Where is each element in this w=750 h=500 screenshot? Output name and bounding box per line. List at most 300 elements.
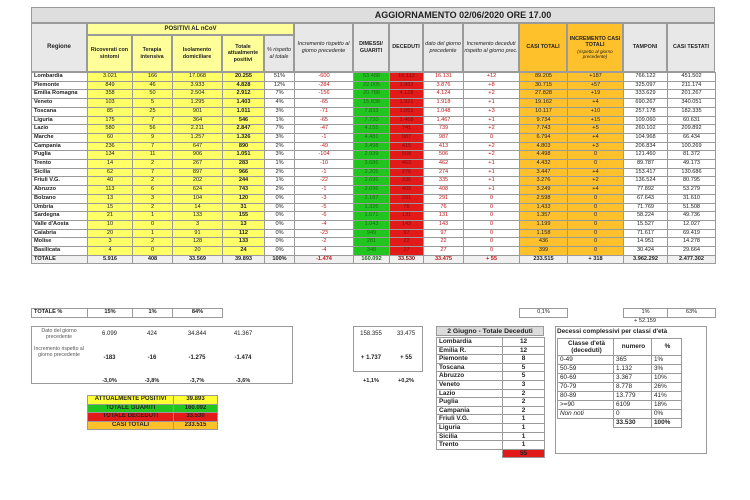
- table-row: [32, 99, 716, 108]
- row-dim: 7.833: [354, 107, 390, 116]
- row-test: 49.173: [668, 160, 716, 169]
- table-row: [32, 194, 716, 203]
- deaths-row: [437, 355, 545, 364]
- row-region: Toscana: [32, 107, 88, 116]
- row-dim: 2.939: [354, 151, 390, 160]
- row-tot: 283: [223, 160, 265, 169]
- row-test: 31.610: [668, 194, 716, 203]
- row-test: 182.335: [668, 107, 716, 116]
- pct-ti: -3,8%: [144, 378, 160, 384]
- totale-dec: 33.530: [390, 255, 424, 264]
- header-regione: Regione: [31, 23, 87, 72]
- row-incdec: 0: [464, 194, 520, 203]
- row-tamp: 260.102: [624, 125, 668, 134]
- row-ric: 13: [88, 194, 133, 203]
- pct-dec: +0,2%: [397, 378, 415, 384]
- row-dec: 143: [390, 220, 424, 229]
- row-perc: 0%: [265, 220, 295, 229]
- row-inc: -2: [295, 238, 354, 247]
- table-row: [32, 238, 716, 247]
- row-casi: 436: [520, 238, 568, 247]
- row-tot: 1.051: [223, 151, 265, 160]
- deaths-row: [437, 441, 545, 450]
- row-casi: 9.734: [520, 116, 568, 125]
- prev-day-label: Dato del giorno precedente: [41, 328, 77, 341]
- row-prec: 987: [424, 133, 464, 142]
- row-tot: 31: [223, 203, 265, 212]
- summary-row: [88, 404, 218, 413]
- row-dec: 741: [390, 125, 424, 134]
- deaths-value: 12: [503, 338, 545, 347]
- row-inc: -5: [295, 203, 354, 212]
- row-dec: 4.128: [390, 90, 424, 99]
- row-incdec: +2: [464, 151, 520, 160]
- row-ti: 6: [133, 186, 173, 195]
- age-total-p: 100%: [652, 419, 682, 428]
- row-iso: 128: [173, 238, 223, 247]
- deaths-region: Liguria: [437, 423, 503, 432]
- row-iso: 3.933: [173, 81, 223, 90]
- row-inccasi: +4: [568, 99, 624, 108]
- row-ric: 236: [88, 142, 133, 151]
- row-prec: 1.467: [424, 116, 464, 125]
- row-iso: 14: [173, 203, 223, 212]
- row-dec: 1.468: [390, 116, 424, 125]
- row-casi: 1.199: [520, 220, 568, 229]
- row-region: Campania: [32, 142, 88, 151]
- age-p: 1%: [652, 356, 682, 365]
- row-dim: 949: [354, 229, 390, 238]
- row-inc: -65: [295, 116, 354, 125]
- row-ric: 3: [88, 238, 133, 247]
- age-p: 0%: [652, 410, 682, 419]
- header-positivi-group: POSITIVI AL nCoV: [87, 23, 294, 35]
- row-ti: 11: [133, 151, 173, 160]
- row-ric: 580: [88, 125, 133, 134]
- deaths-region: Lazio: [437, 389, 503, 398]
- table-row: [32, 160, 716, 169]
- age-p: 10%: [652, 374, 682, 383]
- row-perc: 51%: [265, 73, 295, 82]
- row-iso: 20: [173, 247, 223, 256]
- row-casi: 3.249: [520, 186, 568, 195]
- row-region: Umbria: [32, 203, 88, 212]
- row-tot: 155: [223, 212, 265, 221]
- row-incdec: 0: [464, 133, 520, 142]
- row-ric: 849: [88, 81, 133, 90]
- row-casi: 10.117: [520, 107, 568, 116]
- row-tot: 743: [223, 186, 265, 195]
- row-ric: 103: [88, 99, 133, 108]
- row-perc: 2%: [265, 168, 295, 177]
- row-dim: 4.481: [354, 133, 390, 142]
- header-casi-testati: CASI TESTATI: [667, 23, 715, 72]
- row-prec: 1.048: [424, 107, 464, 116]
- row-perc: 0%: [265, 212, 295, 221]
- row-tot: 133: [223, 238, 265, 247]
- age-n: 365: [614, 356, 652, 365]
- row-region: Trento: [32, 160, 88, 169]
- row-ti: 7: [133, 116, 173, 125]
- deaths-row: [437, 398, 545, 407]
- prev-tot: 41.367: [233, 331, 253, 337]
- row-inc: -47: [295, 125, 354, 134]
- totale-casi: 233.515: [520, 255, 568, 264]
- row-ric: 62: [88, 168, 133, 177]
- totale-iso: 33.569: [173, 255, 223, 264]
- row-prec: 97: [424, 229, 464, 238]
- row-region: Lombardia: [32, 73, 88, 82]
- prev-ric: 6.099: [101, 331, 117, 337]
- deaths-region: Campania: [437, 406, 503, 415]
- deaths-region: Veneto: [437, 380, 503, 389]
- row-ti: 50: [133, 90, 173, 99]
- summary-row: [88, 413, 218, 422]
- deaths-region: Toscana: [437, 363, 503, 372]
- row-ti: 3: [133, 194, 173, 203]
- deaths-total: 55: [503, 449, 545, 458]
- totale-ti: 408: [133, 255, 173, 264]
- row-prec: 291: [424, 194, 464, 203]
- row-incdec: 0: [464, 220, 520, 229]
- deaths-total-row: [437, 449, 545, 458]
- row-dim: 2.205: [354, 168, 390, 177]
- deaths-region: Sicilia: [437, 432, 503, 441]
- row-dec: 131: [390, 212, 424, 221]
- row-casi: 1.433: [520, 203, 568, 212]
- row-tot: 2.912: [223, 90, 265, 99]
- header-casi-totali: CASI TOTALI: [519, 23, 567, 72]
- row-ti: 0: [133, 220, 173, 229]
- row-dec: 97: [390, 229, 424, 238]
- age-c: 60-69: [558, 374, 614, 383]
- row-inc: -65: [295, 99, 354, 108]
- summary-value: 39.893: [174, 396, 218, 405]
- summary-table: [87, 395, 218, 430]
- row-dec: 3.882: [390, 81, 424, 90]
- row-test: 51.508: [668, 203, 716, 212]
- age-c: Non noti: [558, 410, 614, 419]
- row-perc: 0%: [265, 238, 295, 247]
- header-incremento-casi-sub: (rispetto al giorno precedente): [577, 48, 613, 59]
- table-row: [32, 247, 716, 256]
- row-dec: 291: [390, 194, 424, 203]
- row-prec: 4.124: [424, 90, 464, 99]
- age-n: 8.778: [614, 383, 652, 392]
- prev-dim: 158.355: [360, 331, 382, 337]
- row-ti: 2: [133, 177, 173, 186]
- row-incdec: +1: [464, 99, 520, 108]
- row-dec: 336: [390, 177, 424, 186]
- totale-test: 2.477.302: [668, 255, 716, 264]
- row-ti: 166: [133, 73, 173, 82]
- totale-perc-label: TOTALE %: [32, 309, 88, 318]
- row-dec: 1.921: [390, 99, 424, 108]
- pct-dim: +1,1%: [362, 378, 380, 384]
- row-iso: 3: [173, 220, 223, 229]
- row-test: 100.269: [668, 142, 716, 151]
- summary-row: [88, 421, 218, 430]
- table-row: [32, 168, 716, 177]
- row-ti: 2: [133, 160, 173, 169]
- row-prec: 506: [424, 151, 464, 160]
- row-ric: 85: [88, 107, 133, 116]
- row-casi: 6.794: [520, 133, 568, 142]
- deaths-value: 1: [503, 415, 545, 424]
- row-casi: 4.803: [520, 142, 568, 151]
- row-casi: 2.598: [520, 194, 568, 203]
- row-prec: 1.918: [424, 99, 464, 108]
- row-dim: 20.788: [354, 90, 390, 99]
- row-incdec: +2: [464, 142, 520, 151]
- row-incdec: 0: [464, 203, 520, 212]
- table-row: [32, 151, 716, 160]
- row-perc: 7%: [265, 90, 295, 99]
- table-row: [32, 220, 716, 229]
- row-inccasi: +4: [568, 133, 624, 142]
- row-tamp: 153.417: [624, 168, 668, 177]
- row-dec: 463: [390, 160, 424, 169]
- row-perc: 3%: [265, 133, 295, 142]
- row-inc: -6: [295, 212, 354, 221]
- summary-value: 33.530: [174, 413, 218, 422]
- row-incdec: +2: [464, 90, 520, 99]
- row-dim: 22.005: [354, 81, 390, 90]
- row-region: Abruzzo: [32, 186, 88, 195]
- increment-label: Incremento rispetto al giorno precedente: [34, 346, 84, 359]
- totale-ric: 5.916: [88, 255, 133, 264]
- row-ric: 10: [88, 220, 133, 229]
- row-ric: 15: [88, 203, 133, 212]
- deaths-region: Lombardia: [437, 338, 503, 347]
- deaths-row: [437, 372, 545, 381]
- row-inccasi: +19: [568, 90, 624, 99]
- age-table: [557, 338, 682, 428]
- row-tamp: 136.524: [624, 177, 668, 186]
- row-region: Sicilia: [32, 168, 88, 177]
- row-inccasi: +4: [568, 186, 624, 195]
- row-iso: 1.257: [173, 133, 223, 142]
- row-iso: 267: [173, 160, 223, 169]
- row-ti: 5: [133, 99, 173, 108]
- row-ric: 358: [88, 90, 133, 99]
- row-dim: 53.488: [354, 73, 390, 82]
- age-row: [558, 392, 682, 401]
- row-incdec: +1: [464, 168, 520, 177]
- row-dec: 16.112: [390, 73, 424, 82]
- row-test: 69.419: [668, 229, 716, 238]
- row-tot: 966: [223, 168, 265, 177]
- row-inc: -284: [295, 81, 354, 90]
- table-row: [32, 186, 716, 195]
- row-test: 12.027: [668, 220, 716, 229]
- row-perc: 1%: [265, 160, 295, 169]
- age-header-classe: Classe d'età (deceduti): [558, 339, 614, 356]
- header-ricoverati: Ricoverati con sintomi: [87, 35, 132, 72]
- deaths-value: 1: [503, 441, 545, 450]
- row-tot: 120: [223, 194, 265, 203]
- row-inccasi: +187: [568, 73, 624, 82]
- header-tamponi: TAMPONI: [623, 23, 667, 72]
- row-inccasi: 0: [568, 229, 624, 238]
- row-prec: 335: [424, 177, 464, 186]
- row-inccasi: +5: [568, 125, 624, 134]
- row-perc: 4%: [265, 99, 295, 108]
- table-row: [32, 229, 716, 238]
- age-n: 13.779: [614, 392, 652, 401]
- row-tamp: 14.951: [624, 238, 668, 247]
- row-test: 201.267: [668, 90, 716, 99]
- table-row: [32, 116, 716, 125]
- row-test: 14.278: [668, 238, 716, 247]
- row-casi: 1.158: [520, 229, 568, 238]
- header-totale-positivi: Totale attualmente positivi: [222, 35, 264, 72]
- age-row: [558, 401, 682, 410]
- row-inccasi: 0: [568, 220, 624, 229]
- row-dec: 987: [390, 133, 424, 142]
- row-incdec: +1: [464, 186, 520, 195]
- row-casi: 4.498: [520, 151, 568, 160]
- table-row: [32, 90, 716, 99]
- row-dim: 1.043: [354, 220, 390, 229]
- row-region: Veneto: [32, 99, 88, 108]
- row-inc: -1: [295, 186, 354, 195]
- row-region: Friuli V.G.: [32, 177, 88, 186]
- totale-perc-casi: 0,1%: [520, 309, 568, 318]
- row-dim: 3.686: [354, 160, 390, 169]
- regional-data-table: [31, 72, 716, 264]
- row-incdec: +8: [464, 81, 520, 90]
- row-test: 49.736: [668, 212, 716, 221]
- row-inccasi: 0: [568, 151, 624, 160]
- row-tamp: 690.267: [624, 99, 668, 108]
- table-row: [32, 212, 716, 221]
- row-dim: 281: [354, 238, 390, 247]
- header-deceduti: DECEDUTI: [389, 23, 423, 72]
- row-iso: 2.211: [173, 125, 223, 134]
- header-incremento-casi-label: INCREMENTO CASI TOTALI: [569, 35, 621, 49]
- row-tot: 546: [223, 116, 265, 125]
- age-total-n: 33.530: [614, 419, 652, 428]
- row-dim: 2.096: [354, 186, 390, 195]
- deaths-value: 2: [503, 406, 545, 415]
- deaths-region: Piemonte: [437, 355, 503, 364]
- row-tot: 1.403: [223, 99, 265, 108]
- row-region: Emilia Romagna: [32, 90, 88, 99]
- totale-dim: 160.092: [354, 255, 390, 264]
- row-prec: 739: [424, 125, 464, 134]
- row-inccasi: +57: [568, 81, 624, 90]
- row-iso: 2.504: [173, 90, 223, 99]
- table-row: [32, 177, 716, 186]
- row-incdec: +3: [464, 107, 520, 116]
- totale-label: TOTALE: [32, 255, 88, 264]
- row-prec: 16.131: [424, 73, 464, 82]
- row-inc: -104: [295, 151, 354, 160]
- deaths-row: [437, 432, 545, 441]
- deaths-value: 1: [503, 423, 545, 432]
- inc-ti: -16: [147, 355, 157, 361]
- row-test: 53.279: [668, 186, 716, 195]
- row-perc: 3%: [265, 151, 295, 160]
- row-dec: 415: [390, 142, 424, 151]
- row-perc: 0%: [265, 247, 295, 256]
- age-n: 6109: [614, 401, 652, 410]
- row-inccasi: +10: [568, 107, 624, 116]
- totale-perc-ric: 15%: [88, 309, 133, 318]
- age-c: 80-89: [558, 392, 614, 401]
- pct-iso: -3,7%: [189, 378, 205, 384]
- deaths-region: Puglia: [437, 398, 503, 407]
- row-inc: -49: [295, 142, 354, 151]
- row-ti: 46: [133, 81, 173, 90]
- row-test: 130.686: [668, 168, 716, 177]
- deaths-region: Trento: [437, 441, 503, 450]
- row-dec: 508: [390, 151, 424, 160]
- row-tamp: 71.617: [624, 229, 668, 238]
- row-incdec: 0: [464, 247, 520, 256]
- row-ti: 0: [133, 247, 173, 256]
- row-inc: -22: [295, 177, 354, 186]
- summary-label: ATTUALMENTE POSITIVI: [88, 396, 174, 405]
- pct-tot: -3,6%: [235, 378, 251, 384]
- summary-value: 160.092: [174, 404, 218, 413]
- totale-perc-tamp: 1%: [624, 309, 668, 318]
- prev-dec: 33.475: [396, 331, 416, 337]
- row-perc: 3%: [265, 107, 295, 116]
- extra-tamponi: + 52.159: [634, 318, 656, 324]
- row-casi: 3.276: [520, 177, 568, 186]
- pct-ric: -3,0%: [102, 378, 117, 384]
- row-iso: 897: [173, 168, 223, 177]
- row-prec: 408: [424, 186, 464, 195]
- row-perc: 2%: [265, 186, 295, 195]
- row-incdec: +1: [464, 160, 520, 169]
- row-dim: 1.071: [354, 212, 390, 221]
- row-iso: 17.068: [173, 73, 223, 82]
- row-prec: 131: [424, 212, 464, 221]
- row-perc: 0%: [265, 203, 295, 212]
- row-dec: 76: [390, 203, 424, 212]
- row-incdec: +1: [464, 116, 520, 125]
- prev-iso: 34.844: [187, 331, 207, 337]
- age-p: 3%: [652, 365, 682, 374]
- row-dec: 1.051: [390, 107, 424, 116]
- row-inc: -3: [295, 194, 354, 203]
- row-tamp: 77.892: [624, 186, 668, 195]
- row-inccasi: 0: [568, 238, 624, 247]
- row-inccasi: +3: [568, 142, 624, 151]
- summary-value: 233.515: [174, 421, 218, 430]
- summary-label: TOTALE DECEDUTI: [88, 413, 174, 422]
- row-iso: 624: [173, 186, 223, 195]
- row-inc: -10: [295, 160, 354, 169]
- table-row: [32, 81, 716, 90]
- deaths-value: 5: [503, 363, 545, 372]
- row-test: 211.174: [668, 81, 716, 90]
- row-ti: 7: [133, 142, 173, 151]
- row-tot: 890: [223, 142, 265, 151]
- totale-tot: 39.893: [223, 255, 265, 264]
- deaths-row: [437, 406, 545, 415]
- row-prec: 76: [424, 203, 464, 212]
- row-casi: 19.162: [520, 99, 568, 108]
- row-ric: 14: [88, 160, 133, 169]
- row-casi: 30.715: [520, 81, 568, 90]
- totale-perc-row: [32, 309, 716, 318]
- deaths-row: [437, 346, 545, 355]
- totale-inccasi: + 318: [568, 255, 624, 264]
